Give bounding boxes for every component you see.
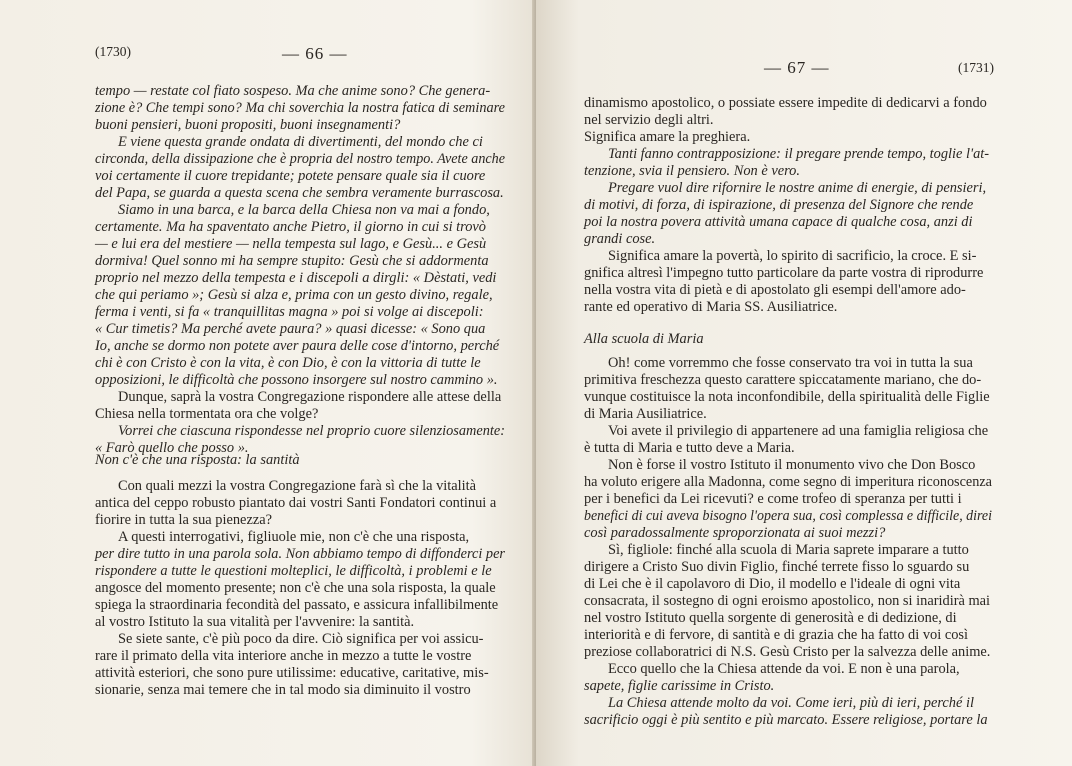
text-line: sapete, figlie carissime in Cristo. bbox=[584, 678, 775, 694]
text-line: fiorire in tutta la sua pienezza? bbox=[95, 512, 272, 528]
page-number-right: — 67 — bbox=[764, 58, 830, 77]
text-line: certamente. Ma ha spaventato anche Pietro, il giorno in cui si trovò bbox=[95, 219, 487, 235]
text-line: Io, anche se dormo non potete aver paura delle cose d'intorno, perché bbox=[95, 338, 500, 354]
text-line: Siamo in una barca, e la barca della Chiesa non va mai a fondo, bbox=[118, 202, 490, 218]
text-line: buoni pensieri, buoni propositi, buoni insegnamenti? bbox=[95, 117, 401, 133]
text-line: attività esteriori, che sono pure utilissime: educative, caritative, mis- bbox=[95, 665, 489, 681]
text-line: nella vostra vita di pietà e di apostolato gli esempi dell'amore ado- bbox=[584, 282, 966, 298]
text-line: A questi interrogativi, figliuole mie, non c'è che una risposta, bbox=[118, 529, 470, 545]
text-line: rare il primato della vita interiore anche in mezzo a tutte le vostre bbox=[95, 648, 472, 664]
text-line: di Maria Ausiliatrice. bbox=[584, 406, 707, 422]
text-line: Dunque, saprà la vostra Congregazione rispondere alle attese della bbox=[118, 389, 502, 405]
text-line: Oh! come vorremmo che fosse conservato tra voi in tutta la sua bbox=[608, 355, 973, 371]
text-line: così paradossalmente sproporzionata ai suoi mezzi? bbox=[584, 525, 886, 541]
text-line: Vorrei che ciascuna rispondesse nel proprio cuore silenziosamente: bbox=[118, 423, 505, 439]
text-line: sacrificio oggi è più sentito e più marcato. Essere religiose, portare la bbox=[584, 712, 988, 728]
right-page bbox=[536, 0, 1072, 766]
text-line: consacrata, il sostegno di ogni eroismo apostolico, non si inaridirà mai bbox=[584, 593, 991, 609]
text-line: rispondere a tutte le questioni molteplici, le difficoltà, i problemi e le bbox=[95, 563, 492, 579]
text-line: di motivi, di forza, di ispirazione, di presenza del Signore che rende bbox=[584, 197, 974, 213]
text-line: dormiva! Quel sonno mi ha sempre stupito: Gesù che si addormenta bbox=[95, 253, 489, 269]
text-line: dirigere a Cristo Suo divin Figlio, finché terrete fisso lo sguardo su bbox=[584, 559, 970, 575]
text-line: opposizioni, le difficoltà che possono insorgere sul nostro cammino ». bbox=[95, 372, 498, 388]
text-line: tenzione, svia il pensiero. Non è vero. bbox=[584, 163, 800, 179]
page-number-left: — 66 — bbox=[282, 44, 348, 63]
text-line: « Cur timetis? Ma perché avete paura? » quasi dicesse: « Sono qua bbox=[95, 321, 486, 337]
text-line: ferma i venti, si fa « tranquillitas magna » poi si volge ai discepoli: bbox=[95, 304, 484, 320]
text-line: al vostro Istituto la sua vitalità per l'avvenire: la santità. bbox=[95, 614, 415, 630]
text-line: primitiva freschezza questo carattere spiccatamente mariano, che do- bbox=[584, 372, 982, 388]
text-line: Tanti fanno contrapposizione: il pregare prende tempo, toglie l'at- bbox=[608, 146, 990, 162]
text-line: sionarie, senza mai temere che in tal modo sia diminuito il vostro bbox=[95, 682, 471, 698]
text-line: Pregare vuol dire rifornire le nostre anime di energie, di pensieri, bbox=[608, 180, 987, 196]
text-line: nel servizio degli altri. bbox=[584, 112, 714, 128]
text-line: Significa amare la preghiera. bbox=[584, 129, 751, 145]
text-line: — e lui era del mestiere — nella tempesta sul lago, e Gesù... e Gesù bbox=[95, 236, 487, 252]
text-line: Significa amare la povertà, lo spirito di sacrificio, la croce. E si- bbox=[608, 248, 977, 264]
text-line: è tutta di Maria e tutto deve a Maria. bbox=[584, 440, 795, 456]
text-line: circonda, della dissipazione che è propria del nostro tempo. Avete anche bbox=[95, 151, 505, 167]
text-line: tempo — restate col fiato sospeso. Ma che anime sono? Che genera- bbox=[95, 83, 491, 99]
text-line: interiorità e di fervore, di santità e di grazia che ha fatto di voi così bbox=[584, 627, 969, 643]
text-line: di Lei che è il capolavoro di Dio, il modello e l'ideale di ogni vita bbox=[584, 576, 961, 592]
volume-number-right: (1731) bbox=[958, 60, 994, 75]
text-line: voi certamente il cuore trepidante; potete pensare quale sia il cuore bbox=[95, 168, 486, 184]
text-line: Non è forse il vostro Istituto il monumento vivo che Don Bosco bbox=[608, 457, 976, 473]
text-line: Sì, figliole: finché alla scuola di Maria saprete imparare a tutto bbox=[608, 542, 969, 558]
text-line: nel vostro Istituto quella sorgente di generosità e di dedizione, di bbox=[584, 610, 957, 626]
text-line: per i benefici da Lei ricevuti? e come trofeo di speranza per tutti i bbox=[584, 491, 962, 507]
text-line: preziose collaboratrici di N.S. Gesù Cristo per la salvezza delle anime. bbox=[584, 644, 991, 660]
text-line: E viene questa grande ondata di divertimenti, del mondo che ci bbox=[118, 134, 483, 150]
text-line: grandi cose. bbox=[584, 231, 656, 247]
text-line: « Farò quello che posso ». bbox=[95, 440, 249, 456]
text-line: per dire tutto in una parola sola. Non abbiamo tempo di diffonderci per bbox=[95, 546, 505, 562]
text-line: poi la nostra povera attività umana capace di qualche cosa, anzi di bbox=[584, 214, 973, 230]
text-line: del Papa, se guarda a questa scena che sembra veramente burrascosa. bbox=[95, 185, 504, 201]
text-line: zione è? Che tempi sono? Ma chi soverchia la nostra fatica di seminare bbox=[95, 100, 505, 116]
text-line: ha voluto erigere alla Madonna, come segno di imperitura riconoscenza bbox=[584, 474, 992, 490]
text-line: spiega la straordinaria fecondità del passato, e assicura infallibilmente bbox=[95, 597, 499, 613]
text-line: angosce del momento presente; non c'è che una sola risposta, la quale bbox=[95, 580, 496, 596]
text-line: Voi avete il privilegio di appartenere ad una famiglia religiosa che bbox=[608, 423, 989, 439]
text-line: La Chiesa attende molto da voi. Come ieri, più di ieri, perché il bbox=[608, 695, 974, 711]
text-line: Se siete sante, c'è più poco da dire. Ciò significa per voi assicu- bbox=[118, 631, 484, 647]
text-line: Con quali mezzi la vostra Congregazione farà sì che la vitalità bbox=[118, 478, 477, 494]
text-line: dinamismo apostolico, o possiate essere impedite di dedicarvi a fondo bbox=[584, 95, 987, 111]
text-line: antica del ceppo robusto piantato dai vostri Santi Fondatori continui a bbox=[95, 495, 497, 511]
text-line: Chiesa nella tormentata ora che volge? bbox=[95, 406, 319, 422]
text-line: proprio nel mezzo della tempesta e i discepoli a dirgli: « Dèstati, vedi bbox=[95, 270, 497, 286]
volume-number-left: (1730) bbox=[95, 44, 131, 59]
text-line: che qui periamo »; Gesù si alza e, prima con un gesto divino, regale, bbox=[95, 287, 493, 303]
text-line: Non c'è che una risposta: la santità bbox=[95, 452, 300, 468]
text-line: vunque costituisce la nota inconfondibile, della spiritualità delle Figlie bbox=[584, 389, 990, 405]
text-line: Alla scuola di Maria bbox=[584, 331, 704, 347]
text-line: gnifica altresì l'impegno tutto particolare da parte vostra di riprodurre bbox=[584, 265, 984, 281]
text-line: chi è con Cristo è con la vita, è con Dio, è con la vittoria di tutte le bbox=[95, 355, 481, 371]
text-line: benefici di cui aveva bisogno l'opera sua, così complessa e difficile, direi bbox=[584, 508, 992, 524]
text-line: Ecco quello che la Chiesa attende da voi. E non è una parola, bbox=[608, 661, 960, 677]
text-line: rante ed operativo di Maria SS. Ausiliatrice. bbox=[584, 299, 838, 315]
